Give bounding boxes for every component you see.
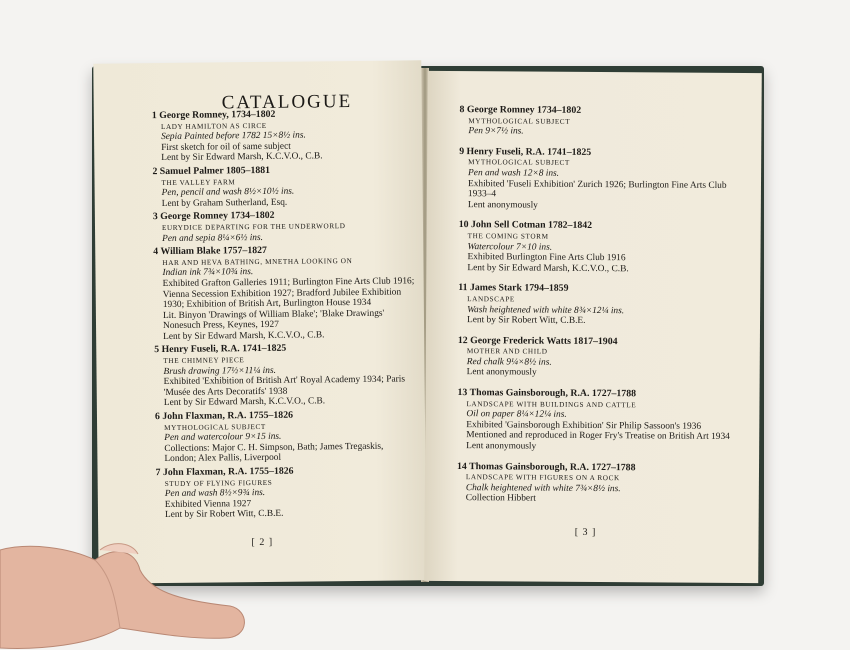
entry-work-title: THE CHIMNEY PIECE	[163, 356, 245, 366]
entry-medium: Pen 9×7½ ins.	[468, 126, 524, 137]
entry-medium: Sepia Painted before 1782 15×8½ ins.	[161, 130, 306, 143]
entry-note: Lent by Sir Robert Witt, C.B.E.	[467, 315, 586, 327]
entry-body	[152, 119, 414, 164]
entry-work-title: HAR AND HEVA BATHING, MNETHA LOOKING ON	[162, 256, 353, 267]
entry-body	[154, 353, 417, 409]
entry-body	[153, 255, 416, 342]
entry-medium: Brush drawing 17½×11¼ ins.	[163, 365, 276, 377]
entry-medium: Red chalk 9¼×8½ ins.	[466, 356, 552, 368]
entry-medium: Pen and watercolour 9×15 ins.	[164, 432, 282, 444]
entry-work-title: EURYDICE DEPARTING FOR THE UNDERWORLD	[161, 222, 346, 232]
entry-body	[457, 399, 749, 454]
entry-note: Collections: Major C. H. Simpson, Bath; James Tregaskis, London; Alex Pallis, Liverpool	[164, 441, 384, 465]
entry-artist: 6 John Flaxman, R.A. 1755–1826	[154, 409, 294, 423]
catalogue-entry	[457, 388, 749, 454]
entry-work-title: THE COMING STORM	[467, 232, 549, 241]
catalogue-entry	[459, 105, 751, 139]
catalogue-entry	[156, 465, 419, 521]
entry-work-title: MOTHER AND CHILD	[466, 347, 548, 356]
entry-note: Exhibited Burlington Fine Arts Club 1916	[467, 252, 626, 264]
entry-artist: 2 Samuel Palmer 1805–1881	[152, 164, 271, 178]
entry-note: Exhibited Vienna 1927	[164, 498, 252, 510]
entry-medium: Pen and wash 12×8 ins.	[468, 168, 560, 179]
catalogue-entry	[457, 462, 749, 506]
entry-body	[458, 346, 750, 380]
catalogue-entry	[153, 210, 415, 245]
entry-artist: 13 Thomas Gainsborough, R.A. 1727–1788	[457, 387, 637, 400]
entry-artist: 3 George Romney 1734–1802	[152, 210, 275, 223]
catalogue-entry	[152, 108, 415, 164]
catalogue-entry	[154, 343, 417, 409]
entry-work-title: LANDSCAPE	[467, 295, 515, 304]
entry-artist: 1 George Romney, 1734–1802	[151, 108, 276, 122]
catalogue-entry	[458, 283, 750, 327]
entry-work-title: MYTHOLOGICAL SUBJECT	[164, 422, 266, 432]
catalogue-entry	[153, 244, 416, 342]
entry-artist: 10 John Sell Cotman 1782–1842	[458, 219, 593, 232]
entry-body	[153, 220, 415, 244]
entry-work-title: MYTHOLOGICAL SUBJECT	[468, 158, 570, 168]
entry-note: Lent by Sir Edward Marsh, K.C.V.O., C.B.	[161, 151, 323, 164]
entry-body	[152, 175, 414, 210]
catalogue-entry	[152, 164, 414, 209]
entry-note: Collection Hibbert	[465, 493, 536, 505]
entry-body	[155, 420, 417, 465]
entry-note: First sketch for oil of same subject	[161, 141, 291, 153]
entry-work-title: MYTHOLOGICAL SUBJECT	[468, 116, 571, 126]
entry-note: Exhibited 'Exhibition of British Art' Royal Academy 1934; Paris 'Musée des Arts Decoratifs' 1938	[163, 374, 406, 398]
entry-medium: Pen and sepia 8¼×6½ ins.	[162, 232, 264, 244]
entry-work-title: LANDSCAPE WITH BUILDINGS AND CATTLE	[466, 399, 637, 409]
entry-body	[156, 476, 418, 521]
catalogue-entry	[458, 220, 750, 275]
entry-note: Lent by Sir Edward Marsh, K.C.V.O., C.B.	[467, 262, 629, 274]
right-page	[424, 71, 762, 583]
entry-note: Lent anonymously	[467, 199, 538, 211]
entry-note: Mentioned and reproduced in Roger Fry's Treatise on British Art 1934	[466, 430, 730, 443]
entry-work-title: STUDY OF FLYING FIGURES	[164, 478, 273, 488]
catalogue-entry	[155, 409, 418, 465]
catalogue-entry	[458, 336, 750, 380]
entry-note: Lent anonymously	[466, 367, 537, 379]
page-number-left: [ 2 ]	[251, 536, 274, 549]
entry-medium: Oil on paper 8¼×12¼ ins.	[466, 409, 567, 421]
entry-medium: Indian ink 7¾×10¾ ins.	[162, 267, 254, 279]
entry-medium: Pen, pencil and wash 8½×10½ ins.	[161, 186, 295, 199]
entry-artist: 14 Thomas Gainsborough, R.A. 1727–1788	[456, 460, 636, 473]
entry-body	[457, 472, 749, 506]
entry-body	[458, 231, 750, 275]
entry-work-title: LADY HAMILTON AS CIRCE	[160, 121, 267, 131]
entry-note: Lent by Graham Sutherland, Esq.	[161, 197, 288, 209]
entry-work-title: THE VALLEY FARM	[161, 177, 236, 187]
entry-medium: Watercolour 7×10 ins.	[467, 241, 553, 253]
entry-artist: 9 Henry Fuseli, R.A. 1741–1825	[459, 145, 592, 158]
entry-note: Lent by Sir Edward Marsh, K.C.V.O., C.B.	[163, 396, 326, 409]
entry-artist: 11 James Stark 1794–1859	[458, 282, 569, 295]
page-number-right: [ 3 ]	[574, 526, 597, 539]
entry-note: Exhibited 'Gainsborough Exhibition' Sir Philip Sassoon's 1936	[466, 419, 702, 432]
entry-work-title: LANDSCAPE WITH FIGURES ON A ROCK	[465, 473, 620, 483]
entry-artist: 4 William Blake 1757–1827	[153, 245, 267, 258]
entry-medium: Chalk heightened with white 7¾×8½ ins.	[465, 482, 621, 495]
entry-artist: 5 Henry Fuseli, R.A. 1741–1825	[154, 343, 287, 356]
entry-medium: Wash heightened with white 8¾×12¼ ins.	[467, 304, 625, 316]
right-entries	[457, 105, 752, 516]
hand-holding-book-icon	[0, 520, 250, 650]
left-entries	[152, 108, 418, 524]
entry-note: Lent anonymously	[466, 441, 537, 452]
catalogue-entry	[459, 147, 751, 213]
entry-body	[459, 157, 751, 212]
entry-note: Exhibited Grafton Galleries 1911; Burlington Fine Arts Club 1916; Vienna Secession Exhibition 1927; Bradford Jubilee Exhibition 1930; Exhibition of British Art, Burlington House 1934	[162, 276, 415, 311]
left-page	[93, 60, 426, 583]
entry-note: Lit. Binyon 'Drawings of William Blake'; 'Blake Drawings' Nonesuch Press, Keynes, 1927	[162, 308, 385, 332]
entry-medium: Pen and wash 8½×9¾ ins.	[164, 488, 266, 500]
entry-artist: 12 George Frederick Watts 1817–1904	[457, 334, 618, 347]
entry-body	[458, 294, 750, 328]
entry-note: Lent by Sir Robert Witt, C.B.E.	[164, 509, 284, 521]
entry-note: Exhibited 'Fuseli Exhibition' Zurich 1926; Burlington Fine Arts Club 1933–4	[467, 178, 727, 200]
entry-body	[459, 116, 751, 139]
entry-note: Lent by Sir Edward Marsh, K.C.V.O., C.B.	[163, 330, 325, 342]
entry-artist: 8 George Romney 1734–1802	[459, 104, 582, 116]
entry-artist: 7 John Flaxman, R.A. 1755–1826	[155, 465, 294, 479]
catalogue-title: CATALOGUE	[221, 91, 353, 114]
